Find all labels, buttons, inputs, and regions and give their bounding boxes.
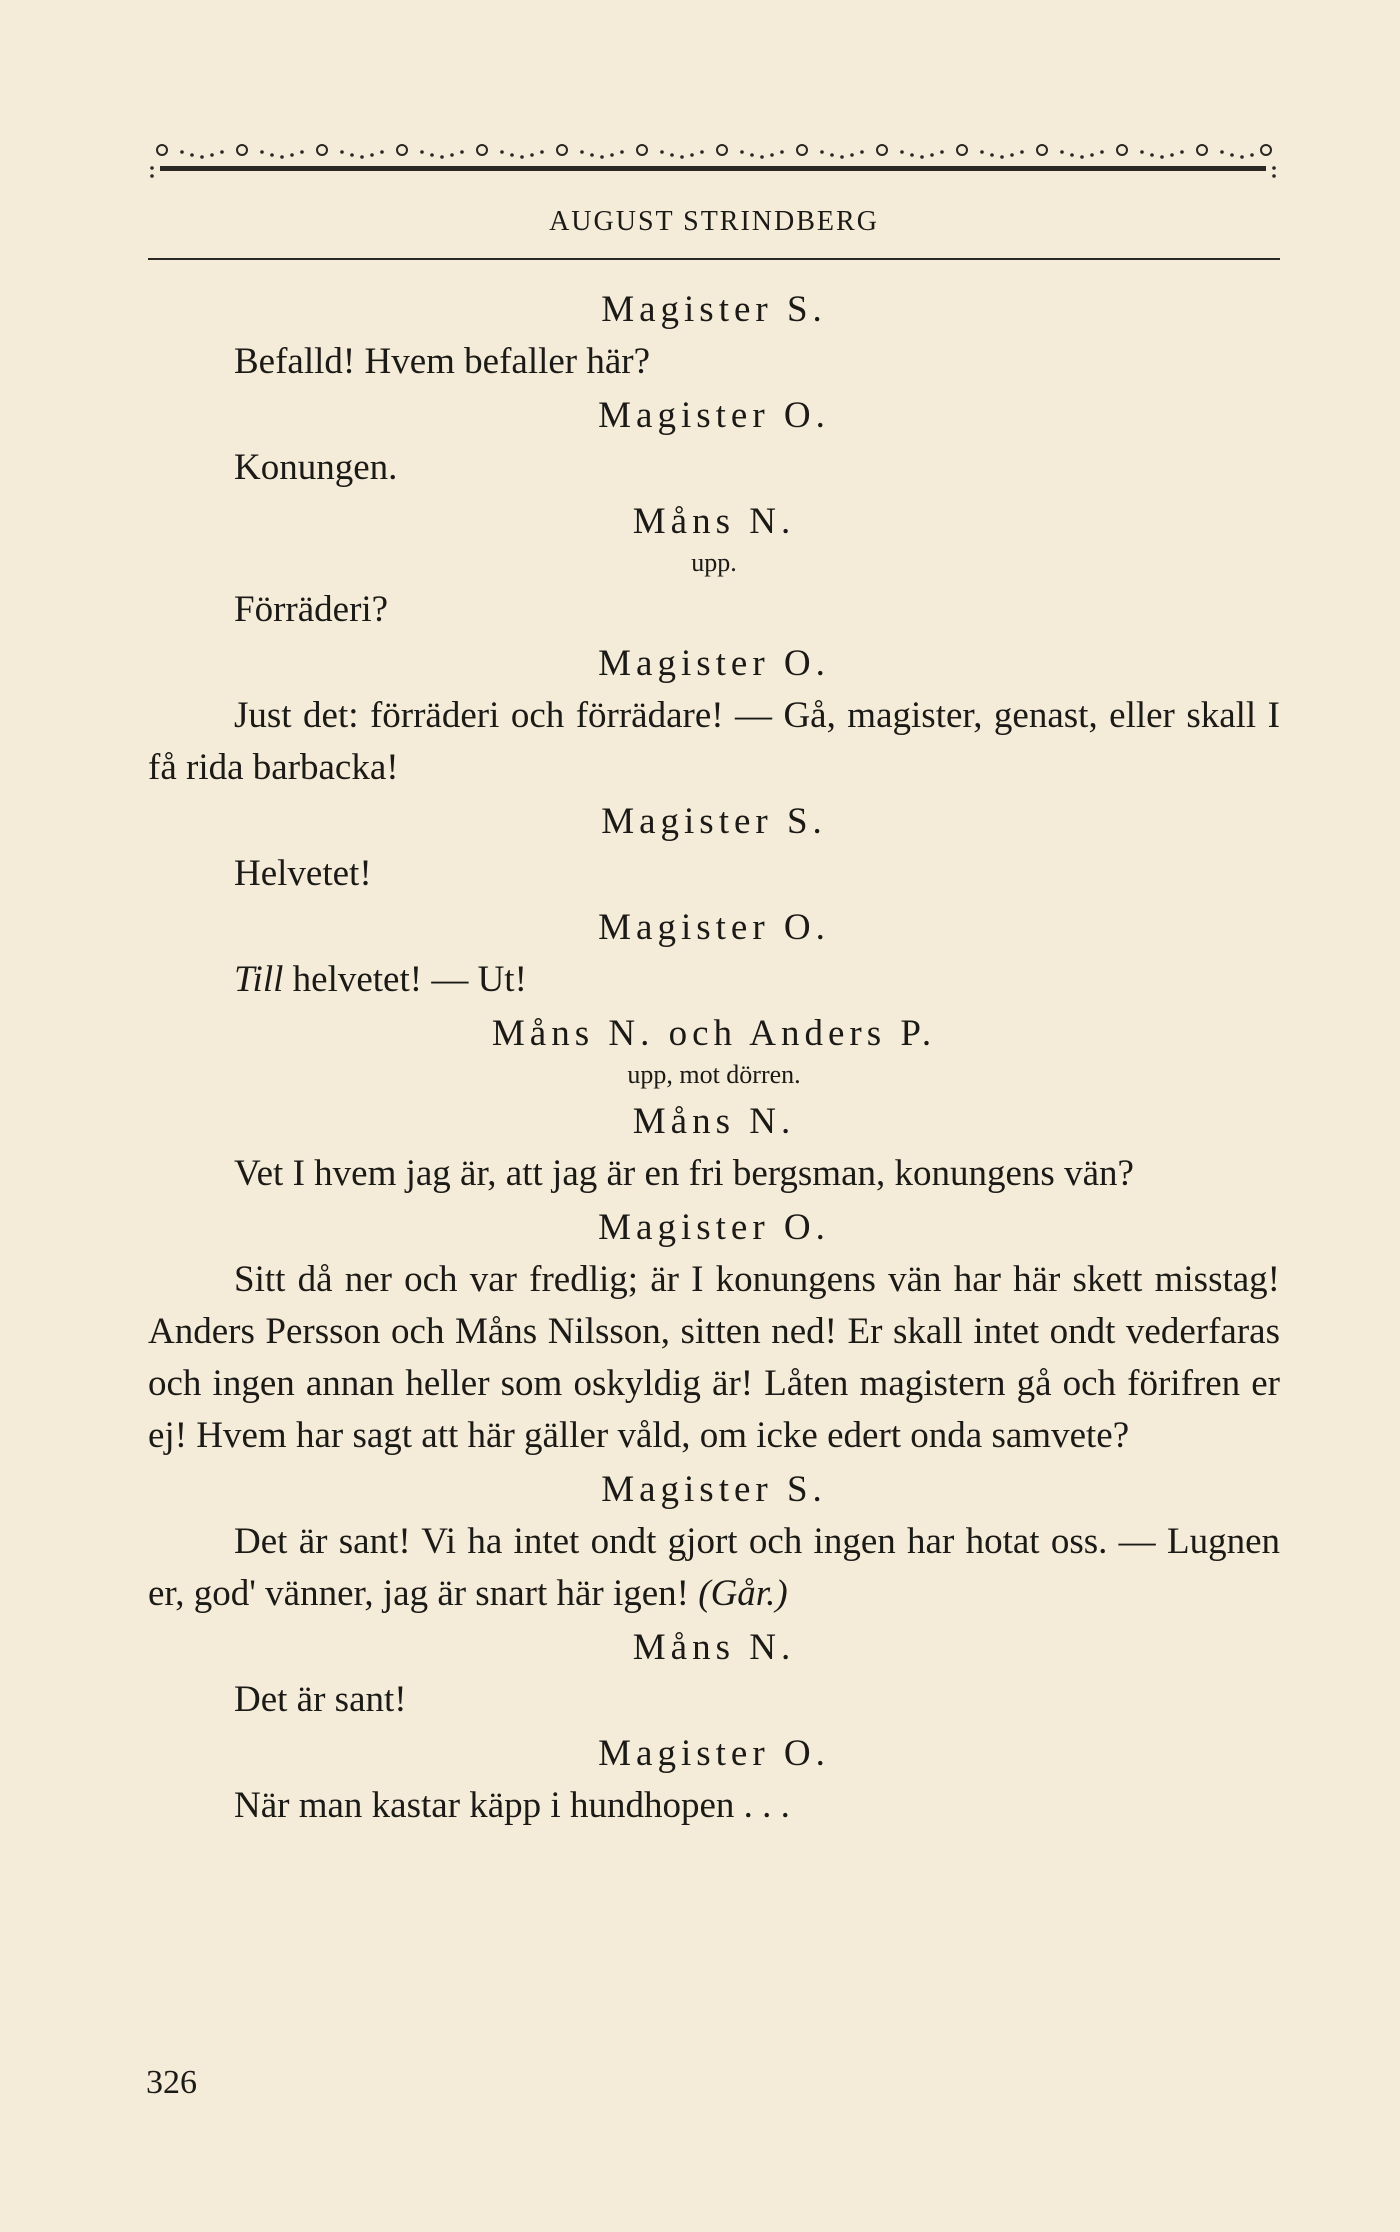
speech-line: Förräderi? (234, 589, 389, 630)
speech-line (148, 1516, 1280, 1620)
speaker-name: Magister O. (598, 1207, 830, 1248)
speech-line: Helvetet! (234, 853, 372, 894)
speaker-name: Måns N. och Anders P. (491, 1013, 937, 1054)
italic-word: Till (234, 959, 284, 1000)
stage-direction: upp. (691, 548, 737, 577)
play-text (148, 282, 1280, 1832)
speaker-name: Magister O. (598, 907, 830, 948)
speaker-name: Magister S. (601, 289, 827, 330)
speaker-name: Måns N. (632, 1627, 796, 1668)
speech-line: Det är sant! (234, 1679, 407, 1720)
decorative-border-ornament (148, 136, 1280, 184)
page-number: 326 (146, 2064, 197, 2101)
speaker-name: Magister O. (598, 395, 830, 436)
running-head: AUGUST STRINDBERG (549, 206, 879, 237)
speech-line: Sitt då ner och var fredlig; är I konungens vän har här skett misstag! Anders Persson och Måns Nilsson, sitten ned! Er skall intet ondt vederfaras och ingen annan heller som oskyldig är! Låten magistern gå och förifren er ej! Hvem har sagt att här gäller våld, om icke edert onda samvete? (148, 1259, 1280, 1456)
speaker-name: Magister S. (601, 801, 827, 842)
speaker-name: Magister O. (598, 1733, 830, 1774)
speech-line: Befalld! Hvem befaller här? (234, 341, 651, 382)
speech-line: Konungen. (234, 447, 398, 488)
speech-line (148, 954, 1280, 1006)
speech-line: När man kastar käpp i hundhopen . . . (234, 1785, 790, 1826)
speaker-name: Magister O. (598, 643, 830, 684)
speaker-name: Måns N. (632, 1101, 796, 1142)
stage-direction-inline: (Går.) (698, 1573, 788, 1614)
speech-text: helvetet! — Ut! (283, 959, 527, 1000)
speech-line: Vet I hvem jag är, att jag är en fri bergsman, konungens vän? (234, 1153, 1134, 1194)
speaker-name: Magister S. (601, 1469, 827, 1510)
stage-direction: upp, mot dörren. (627, 1060, 801, 1089)
header-rule (148, 258, 1280, 260)
speech-text: Det är sant! Vi ha intet ondt gjort och ingen har hotat oss. — Lugnen er, god' vänner, jag är snart här igen! (148, 1521, 1280, 1614)
speaker-name: Måns N. (632, 501, 796, 542)
speech-line: Just det: förräderi och förrädare! — Gå, magister, genast, eller skall I få rida barbacka! (148, 695, 1280, 788)
